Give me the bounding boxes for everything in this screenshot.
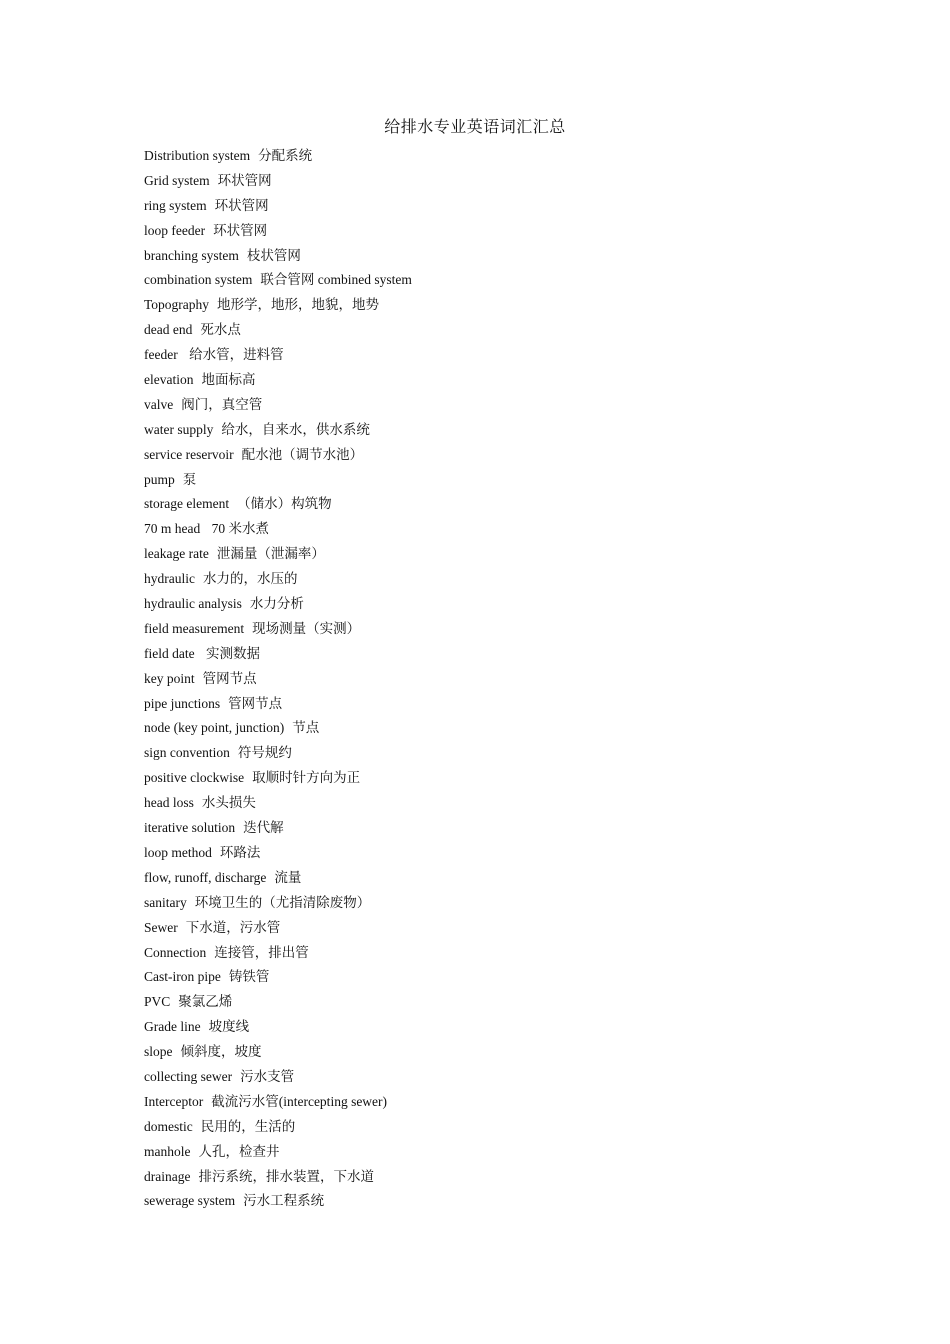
english-term: leakage rate [144, 546, 209, 562]
vocabulary-entry [144, 1115, 844, 1140]
vocabulary-entry [144, 1090, 844, 1115]
english-term: head loss [144, 795, 194, 811]
chinese-translation: 排污系统，排水装置，下水道 [198, 1168, 374, 1184]
vocabulary-entry [144, 965, 844, 990]
english-term: valve [144, 396, 174, 412]
chinese-translation: 泄漏量（泄漏率） [216, 546, 325, 562]
vocabulary-entry [144, 268, 844, 293]
chinese-translation: 管网节点 [228, 695, 283, 711]
chinese-translation: 倾斜度，坡度 [180, 1044, 262, 1060]
chinese-translation: （储水）构筑物 [237, 496, 332, 512]
chinese-translation: 人孔，检查井 [198, 1143, 280, 1159]
english-term: sewerage system [144, 1193, 236, 1209]
chinese-translation: 枝状管网 [246, 247, 301, 263]
vocabulary-entry [144, 816, 844, 841]
vocabulary-entry [144, 443, 844, 468]
vocabulary-entry [144, 990, 844, 1015]
english-term: Interceptor [144, 1093, 204, 1109]
vocabulary-entry [144, 741, 844, 766]
vocabulary-entry [144, 517, 844, 542]
english-term: node (key point, junction) [144, 720, 285, 736]
chinese-translation: 死水点 [200, 322, 241, 338]
vocabulary-entry [144, 194, 844, 219]
vocabulary-entry [144, 219, 844, 244]
vocabulary-entry [144, 1165, 844, 1190]
english-term: ring system [144, 197, 207, 213]
vocabulary-entry [144, 318, 844, 343]
chinese-translation: 实测数据 [202, 645, 260, 661]
vocabulary-entry [144, 169, 844, 194]
english-term: sanitary [144, 894, 187, 910]
chinese-translation: 水力分析 [249, 596, 304, 612]
chinese-translation: 截流污水管(intercepting sewer) [211, 1093, 388, 1109]
chinese-translation: 阀门，真空管 [181, 396, 263, 412]
vocabulary-entry [144, 1140, 844, 1165]
vocabulary-entry [144, 866, 844, 891]
chinese-translation: 联合管网 combined system [260, 272, 412, 288]
vocabulary-entry [144, 617, 844, 642]
vocabulary-entry [144, 1015, 844, 1040]
vocabulary-entry [144, 567, 844, 592]
english-term: combination system [144, 272, 253, 288]
chinese-translation: 地面标高 [201, 372, 256, 388]
chinese-translation: 污水支管 [240, 1068, 295, 1084]
chinese-translation: 符号规约 [237, 745, 292, 761]
chinese-translation: 地形学，地形，地貌，地势 [217, 297, 380, 313]
vocabulary-entry [144, 144, 844, 169]
english-term: collecting sewer [144, 1068, 233, 1084]
english-term: PVC [144, 994, 171, 1010]
english-term: water supply [144, 421, 214, 437]
english-term: iterative solution [144, 820, 236, 836]
english-term: elevation [144, 372, 194, 388]
english-term: drainage [144, 1168, 191, 1184]
vocabulary-entry [144, 592, 844, 617]
vocabulary-entry [144, 941, 844, 966]
vocabulary-entry [144, 1065, 844, 1090]
english-term: sign convention [144, 745, 230, 761]
chinese-translation: 迭代解 [243, 820, 284, 836]
chinese-translation: 坡度线 [208, 1019, 250, 1035]
chinese-translation: 聚氯乙烯 [178, 994, 233, 1010]
vocabulary-entry [144, 1040, 844, 1065]
vocabulary-entry [144, 667, 844, 692]
english-term: pipe junctions [144, 695, 221, 711]
vocabulary-entry [144, 393, 844, 418]
chinese-translation: 泵 [182, 471, 197, 487]
chinese-translation: 取顺时针方向为正 [252, 770, 361, 786]
chinese-translation: 下水道，污水管 [185, 919, 281, 935]
english-term: manhole [144, 1143, 191, 1159]
chinese-translation: 水头损失 [201, 795, 256, 811]
chinese-translation: 污水工程系统 [243, 1193, 325, 1209]
chinese-translation: 水力的，水压的 [202, 571, 298, 587]
english-term: field measurement [144, 620, 245, 636]
vocabulary-entry [144, 791, 844, 816]
vocabulary-entry [144, 492, 844, 517]
english-term: slope [144, 1044, 173, 1060]
english-term: field date [144, 645, 195, 661]
chinese-translation: 流量 [274, 869, 302, 885]
chinese-translation: 节点 [292, 720, 320, 736]
vocabulary-entry [144, 293, 844, 318]
chinese-translation: 给水管，进料管 [185, 347, 284, 363]
vocabulary-entry [144, 891, 844, 916]
vocabulary-entry [144, 343, 844, 368]
vocabulary-entry [144, 642, 844, 667]
english-term: Sewer [144, 919, 178, 935]
english-term: hydraulic [144, 571, 195, 587]
english-term: 70 m head [144, 521, 201, 537]
chinese-translation: 环境卫生的（尤指清除废物） [194, 894, 371, 910]
english-term: feeder [144, 347, 178, 363]
vocabulary-entry [144, 692, 844, 717]
vocabulary-entry [144, 468, 844, 493]
vocabulary-entry [144, 716, 844, 741]
chinese-translation: 民用的，生活的 [200, 1118, 296, 1134]
english-term: branching system [144, 247, 239, 263]
vocabulary-entry [144, 418, 844, 443]
english-term: Distribution system [144, 148, 251, 163]
chinese-translation: 配水池（调节水池） [241, 446, 364, 462]
chinese-translation: 分配系统 [258, 148, 313, 163]
vocabulary-entry [144, 368, 844, 393]
chinese-translation: 环状管网 [213, 222, 268, 238]
english-term: Connection [144, 944, 207, 960]
chinese-translation: 给水，自来水，供水系统 [221, 421, 370, 437]
chinese-translation: 环状管网 [214, 197, 269, 213]
english-term: pump [144, 471, 175, 487]
english-term: positive clockwise [144, 770, 245, 786]
english-term: service reservoir [144, 446, 234, 462]
vocabulary-list [144, 144, 844, 1214]
vocabulary-entry [144, 1189, 844, 1214]
document-title: 给排水专业英语词汇汇总 [384, 119, 566, 136]
chinese-translation: 连接管，排出管 [214, 944, 309, 960]
english-term: key point [144, 670, 195, 686]
vocabulary-entry [144, 916, 844, 941]
chinese-translation: 70 米水煮 [208, 521, 269, 537]
english-term: loop feeder [144, 222, 206, 238]
english-term: Cast-iron pipe [144, 969, 221, 985]
chinese-translation: 环状管网 [217, 172, 272, 188]
english-term: flow, runoff, discharge [144, 869, 267, 885]
chinese-translation: 铸铁管 [228, 969, 270, 985]
vocabulary-entry [144, 841, 844, 866]
english-term: domestic [144, 1118, 193, 1134]
vocabulary-entry [144, 542, 844, 567]
english-term: Grade line [144, 1019, 201, 1035]
vocabulary-entry [144, 766, 844, 791]
chinese-translation: 管网节点 [202, 670, 257, 686]
english-term: Topography [144, 297, 210, 313]
chinese-translation: 环路法 [219, 844, 261, 860]
chinese-translation: 现场测量（实测） [252, 620, 361, 636]
english-term: dead end [144, 322, 193, 338]
english-term: Grid system [144, 172, 210, 188]
vocabulary-entry [144, 244, 844, 269]
english-term: loop method [144, 844, 212, 860]
english-term: hydraulic analysis [144, 596, 242, 612]
english-term: storage element [144, 496, 230, 512]
